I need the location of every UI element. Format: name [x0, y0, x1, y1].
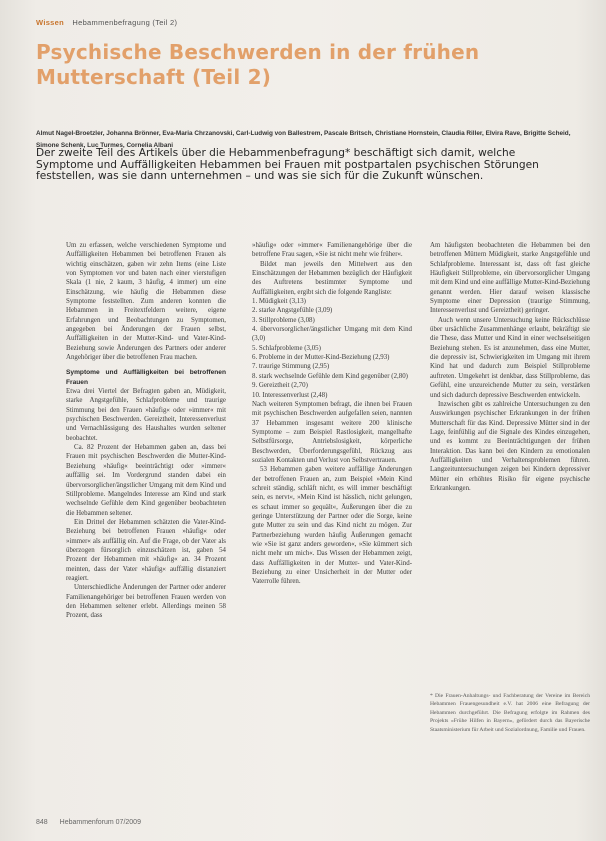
author-list: Almut Nagel-Broetzler, Johanna Brönner, Eva-Maria Chrzanovski, Carl-Ludwig von Ballestrem, Pascale Britsch, Christiane Hornstein, Claudia Riller, Elvira Rave, Brigitte Scheid, Simone Schenk, Luc Turmes, Cornelia Albani [36, 130, 571, 149]
paragraph: Nach weiteren Symptomen befragt, die ihnen bei Frauen mit psychischen Beschwerden aufgefallen seien, nannten 37 Hebammen insgesamt weitere 200 klinische Symptome – zum Beispiel Rastlosigkeit, mangelhafte Selbstfürsorge, Antriebslosigkeit, körperliche Beschwerden, Überforderungsgefühl, Rückzug aus sozialen Kontakten und Verlust von Selbstvertrauen. [252, 400, 412, 464]
list-item: 6. Probleme in der Mutter-Kind-Beziehung (2,93) [252, 354, 390, 362]
list-item: 1. Müdigkeit (3,13) [252, 298, 306, 306]
list-item: 9. Gereiztheit (2,70) [252, 382, 308, 390]
list-item: 3. Stillprobleme (3,08) [252, 316, 315, 324]
symptom-ranking-list [252, 297, 412, 400]
paragraph: 53 Hebammen gaben weitere auffällige Änderungen der betroffenen Frauen an, zum Beispiel »Mein Kind schreit ständig, schläft nicht, es will immer beschäftigt sein, es nervt«, »Mein Kind ist hässlich, nicht gelungen, es schaut immer so gequält«, Äußerungen über die zu geringe Unterstützung der Partner oder die Sorge, keine gute Mutter zu sein und das Kind nicht zu mögen. Zur Partnerbeziehung wurden häufig Äußerungen gemacht wie »Sie ist ganz anders geworden«, »Sie kümmert sich nicht mehr um mich«. Das Wissen der Hebammen zeigt, dass Auffälligkeiten in der Mutter- und Vater-Kind-Beziehung zu einer Unsicherheit in der Mutter oder Vaterrolle führen. [252, 466, 412, 586]
paragraph: Ca. 82 Prozent der Hebammen gaben an, dass bei Frauen mit psychischen Beschwerden die Mutter-Kind-Beziehung »häufig« beeinträchtigt oder »immer« auffällig sei. Im Vordergrund standen dabei ein übervorsorglicher/ängstlicher Umgang mit dem Kind und Stillprobleme. Mangelndes Interesse am Kind und stark wechselnde Gefühle dem Kind gegenüber beobachteten die Hebammen seltener. [66, 444, 226, 517]
paragraph: Ein Drittel der Hebammen schätzten die Vater-Kind-Beziehung bei betroffenen Frauen »häufig« oder »immer« als auffällig ein. Auf die Frage, ob der Vater als überzogen fürsorglich einzuschätzen ist, gaben 54 Prozent der Hebammen mit »häufig« an. 34 Prozent meinten, dass der Vater »häufig« auffällig distanziert reagiert. [66, 518, 226, 582]
body-column-1 [66, 241, 226, 811]
lead-paragraph: Der zweite Teil des Artikels über die Hebammenbefragung* beschäftigt sich damit, welche Symptome und Auffälligkeiten Hebammen bei Frauen mit postpartalen psychischen Störungen feststellen, was sie dann unternehmen – und was sie sich für die Zukunft wünschen. [36, 147, 539, 183]
footnote: * Die Frauen-Anhaltungs- und Fachberatung der Vereine im Bereich Hebammen Frauengesundheit e.V. hat 2006 eine Befragung der Hebammen durchgeführt. Die Befragung erfolgte im Rahmen des Projekts »Frühe Hilfen in Bayern«, gefördert durch das Bayerische Staatsministerium für Arbeit und Sozialordnung, Familie und Frauen. [430, 693, 590, 733]
journal-name: Hebammenforum 07/2009 [59, 819, 141, 826]
paragraph: Unterschiedliche Änderungen der Partner oder anderer Familienangehöriger bei betroffenen Frauen werden von den Hebammen seltener erlebt. Allerdings meinen 58 Prozent, dass [66, 584, 226, 620]
body-column-3 [430, 241, 590, 681]
paragraph: Auch wenn unsere Untersuchung keine Rückschlüsse über ursächliche Zusammenhänge erlaubt, bekräftigt sie die These, dass Mutter und Kind in einer wechselseitigen Beziehung stehen. Es ist anzunehmen, dass eine Mutter, die depressiv ist, Schwierigkeiten im Umgang mit ihrem Kind hat und dadurch zum Beispiel Stillprobleme auftreten. Umgekehrt ist denkbar, dass Stillprobleme, das Gefühl, eine unzureichende Mutter zu sein, verstärken und sich dadurch depressive Beschwerden entwickeln. [430, 316, 590, 399]
paragraph: Am häufigsten beobachteten die Hebammen bei den betroffenen Müttern Müdigkeit, starke Angstgefühle und Schlafprobleme. Interessant ist, dass oft fast gleiche Häufigkeit Stillprobleme, ein übervorsorglicher Umgang mit dem Kind und eine auffällige Mutter-Kind-Beziehung genannt werden. Hier darauf weisen klassische Symptome einer Depression (traurige Stimmung, Interessenverlust und Gereiztheit) geringer. [430, 242, 590, 315]
paragraph: Bildet man jeweils den Mittelwert aus den Einschätzungen der Hebammen bezüglich der Häufigkeit des Auftretens bestimmter Symptome und Auffälligkeiten, ergibt sich die folgende Rangliste: [252, 260, 412, 296]
list-item: 7. traurige Stimmung (2,95) [252, 363, 330, 371]
running-head [36, 18, 177, 27]
running-head-subtitle: Hebammenbefragung (Teil 2) [72, 18, 178, 27]
body-column-2 [252, 241, 412, 811]
page-footer [36, 819, 141, 826]
section-label: Wissen [36, 18, 64, 27]
paragraph: Etwa drei Viertel der Befragten gaben an, Müdigkeit, starke Angstgefühle, Schlafprobleme und traurige Stimmung bei den Frauen »häufig« oder »immer« mit psychischen Beschwerden. Gereiztheit, Interessenverlust und Vernachlässigung des Haushaltes wurden seltener beobachtet. [66, 388, 226, 442]
list-item: 2. starke Angstgefühle (3,09) [252, 307, 333, 315]
list-item: 8. stark wechselnde Gefühle dem Kind gegenüber (2,80) [252, 372, 408, 380]
paragraph: Um zu erfassen, welche verschiedenen Symptome und Auffälligkeiten Hebammen bei betroffenen Frauen als wichtig einschätzen, gaben wir zehn Items (eine Liste von Symptomen vor und baten nach einer vierstufigen Skala (1 nie, 2 kaum, 3 häufig, 4 immer) um eine Einschätzung, wie häufig die Hebammen diese Symptome feststellten. Zum anderen konnten die Hebammen in Freitextfeldern weitere, eigene Erfahrungen und Beobachtungen zu Symptomen, angegeben bei Änderungen der Frauen selbst, Auffälligkeiten in der Mutter-Kind- und Vater-Kind-Beziehung sowie Änderungen des Partners oder anderer Angehöriger über die betroffenen Frau machen. [66, 242, 226, 362]
list-item: 4. übervorsorglicher/ängstlicher Umgang mit dem Kind (3,0) [252, 326, 412, 343]
list-item: 5. Schlafprobleme (3,05) [252, 344, 321, 352]
page-number: 848 [36, 819, 48, 826]
article-title: Psychische Beschwerden in der frühen Mutterschaft (Teil 2) [36, 40, 480, 89]
paragraph: Inzwischen gibt es zahlreiche Untersuchungen zu den Auswirkungen psychischer Erkrankungen in der frühen Mutterschaft für das Kind. Depressive Mütter sind in der Lage, feinfühlig auf die Signale des Kindes einzugehen, und es kommt zu Beeinträchtigungen der frühen Interaktion. Das kann bei den Kindern zu emotionalen Auffälligkeiten und Verhaltensproblemen führen. Langzeituntersuchungen zeigen bei Kindern depressiver Mütter ein erhöhtes Risiko für eigene psychische Erkrankungen. [430, 400, 590, 492]
subheading: Symptome und Auffälligkeiten bei betroffenen Frauen [66, 369, 226, 386]
list-item: 10. Interessenverlust (2,48) [252, 391, 328, 399]
paragraph: »häufig« oder »immer« Familienangehörige über die betroffene Frau sagen, »Sie ist nicht mehr wie früher«. [252, 242, 412, 259]
